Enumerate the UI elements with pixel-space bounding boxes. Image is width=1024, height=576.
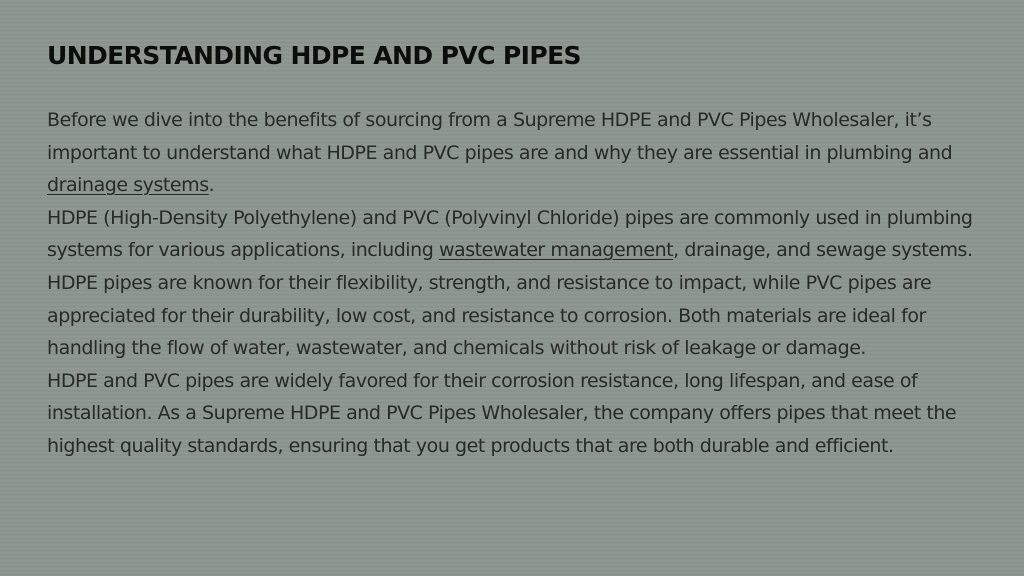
paragraph-materials-end: , drainage, and sewage systems. HDPE pipes are known for their flexibility, strength, and resistance to impact, while PVC pipes are appreciated for their durability, low cost, and resistance to corrosion. Both materials are ideal for handling the flow of water, wastewater, and chemicals without risk of leakage or damage. <box>47 239 973 360</box>
paragraph-materials <box>47 202 987 365</box>
drainage-systems-link[interactable]: drainage systems <box>47 174 209 197</box>
paragraph-intro-end: . <box>208 174 215 197</box>
slide-content <box>47 38 987 463</box>
wastewater-management-link[interactable]: wastewater management <box>438 239 674 262</box>
paragraph-intro-text: Before we dive into the benefits of sourcing from a Supreme HDPE and PVC Pipes Wholesaler, it’s important to understand what HDPE and PVC pipes are and why they are essential in plumbing and <box>47 109 953 164</box>
paragraph-materials-text: HDPE (High-Density Polyethylene) and PVC (Polyvinyl Chloride) pipes are commonly used in plumbing systems for various applications, including <box>47 206 973 262</box>
body-text <box>47 104 987 463</box>
paragraph-intro <box>47 104 987 202</box>
paragraph-benefits: HDPE and PVC pipes are widely favored for their corrosion resistance, long lifespan, and ease of installation. As a Supreme HDPE and PVC Pipes Wholesaler, the company offers pipes that meet the highest quality standards, ensuring that you get products that are both durable and efficient. <box>47 369 957 457</box>
page-title: UNDERSTANDING HDPE AND PVC PIPES <box>47 41 581 70</box>
